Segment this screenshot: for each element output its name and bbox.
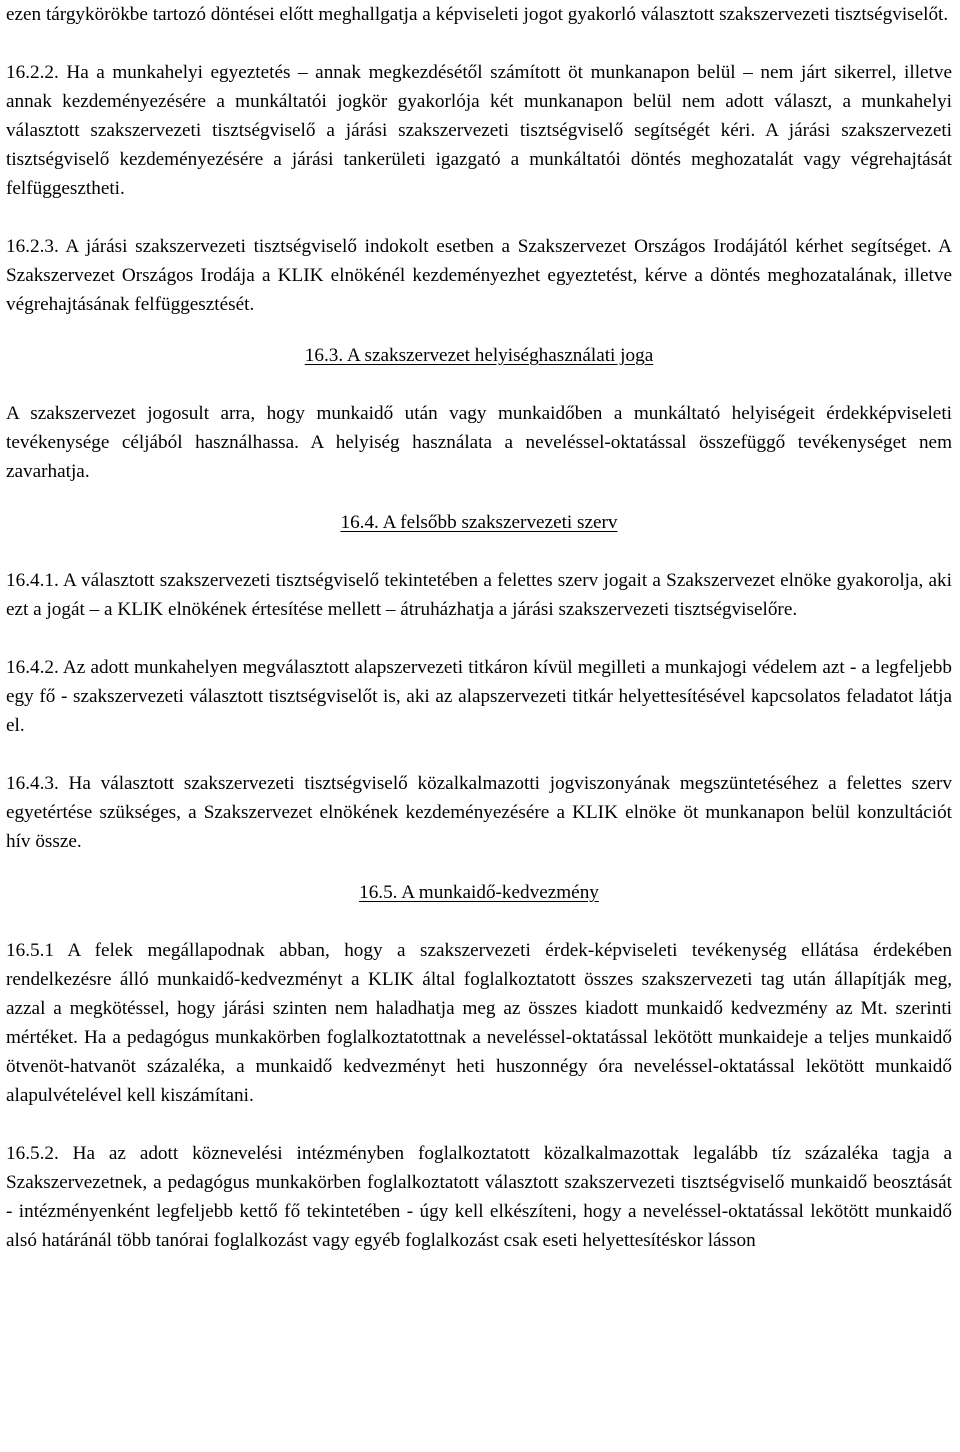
spacer [6,370,952,399]
spacer [6,203,952,232]
spacer [6,740,952,769]
spacer [6,624,952,653]
paragraph-16-3: A szakszervezet jogosult arra, hogy munkaidő után vagy munkaidőben a munkáltató helyiségeit érdekképviseleti tevékenysége céljából használhassa. A helyiség használata a neveléssel-oktatással összefüggő tevékenységet nem zavarhatja. [6,403,952,482]
paragraph-16-2-2: 16.2.2. Ha a munkahelyi egyeztetés – annak megkezdésétől számított öt munkanapon belül – nem járt sikerrel, illetve annak kezdeményezésére a munkáltatói jogkör gyakorlója két munkanapon belül nem adott választ, a munkahelyi választott szakszervezeti tisztségviselő a járási szakszervezeti tisztségviselő segítségét kéri. A járási szakszervezeti tisztségviselő kezdeményezésére a járási tankerületi igazgató a munkáltatói döntés meghozatalát vagy végrehajtását felfüggesztheti. [6,62,952,199]
paragraph-16-4-2: 16.4.2. Az adott munkahelyen megválasztott alapszervezeti titkáron kívül megilleti a munkajogi védelem azt - a legfeljebb egy fő - szakszervezeti választott tisztségviselőt is, aki az alapszervezeti titkár helyettesítésével kapcsolatos feladatot látja el. [6,657,952,736]
spacer [6,907,952,936]
section-heading-16-3: 16.3. A szakszervezet helyiséghasználati joga [304,345,654,366]
paragraph-16-5-1: 16.5.1 A felek megállapodnak abban, hogy a szakszervezeti érdek-képviseleti tevékenység ellátása érdekében rendelkezésre álló munkaidő-kedvezményt a KLIK által foglalkoztatott összes szakszervezeti tag után állapítják meg, azzal a megkötéssel, hogy járási szinten nem haladhatja meg az összes kiadott munkaidő kedvezmény az Mt. szerinti mértéket. Ha a pedagógus munkakörben foglalkoztatottnak a neveléssel-oktatással lekötött munkaideje a teljes munkaidő ötvenöt-hatvanöt százaléka, a munkaidő kedvezményt heti huszonnégy óra neveléssel-oktatással lekötött munkaidő alapulvételével kell kiszámítani. [6,940,952,1106]
paragraph-16-4-3: 16.4.3. Ha választott szakszervezeti tisztségviselő közalkalmazotti jogviszonyának megszüntetéséhez a felettes szerv egyetértése szükséges, a Szakszervezet elnökének kezdeményezésére a KLIK elnöke öt munkanapon belül konzultációt hív össze. [6,773,952,852]
spacer [6,1110,952,1139]
spacer [6,29,952,58]
spacer [6,486,952,508]
paragraph-16-4-1: 16.4.1. A választott szakszervezeti tisztségviselő tekintetében a felettes szerv jogait a Szakszervezet elnöke gyakorolja, aki ezt a jogát – a KLIK elnökének értesítése mellett – átruházhatja a járási szakszervezeti tisztségviselőre. [6,570,952,620]
spacer [6,856,952,878]
section-heading-16-5: 16.5. A munkaidő-kedvezmény [359,882,599,903]
spacer [6,537,952,566]
paragraph-16-5-2: 16.5.2. Ha az adott köznevelési intézményben foglalkoztatott közalkalmazottak legalább tíz százaléka tagja a Szakszervezetnek, a pedagógus munkakörben foglalkoztatott választott szakszervezeti tisztségviselő munkaidő beosztását - intézményenként legfeljebb kettő fő tekintetében - úgy kell elkészíteni, hogy a neveléssel-oktatással lekötött munkaidő alsó határánál több tanórai foglalkozást vagy egyéb foglalkozást csak eseti helyettesítéskor lásson [6,1143,952,1251]
paragraph-16-2-3: 16.2.3. A járási szakszervezeti tisztségviselő indokolt esetben a Szakszervezet Országos Irodájától kérhet segítséget. A Szakszervezet Országos Irodája a KLIK elnökénél kezdeményezhet egyeztetést, kérve a döntés meghozatalának, illetve végrehajtásának felfüggesztését. [6,236,952,315]
paragraph-intro: ezen tárgykörökbe tartozó döntései előtt meghallgatja a képviseleti jogot gyakorló választott szakszervezeti tisztségviselőt. [6,4,949,25]
spacer [6,319,952,341]
section-heading-16-4: 16.4. A felsőbb szakszervezeti szerv [340,512,618,533]
